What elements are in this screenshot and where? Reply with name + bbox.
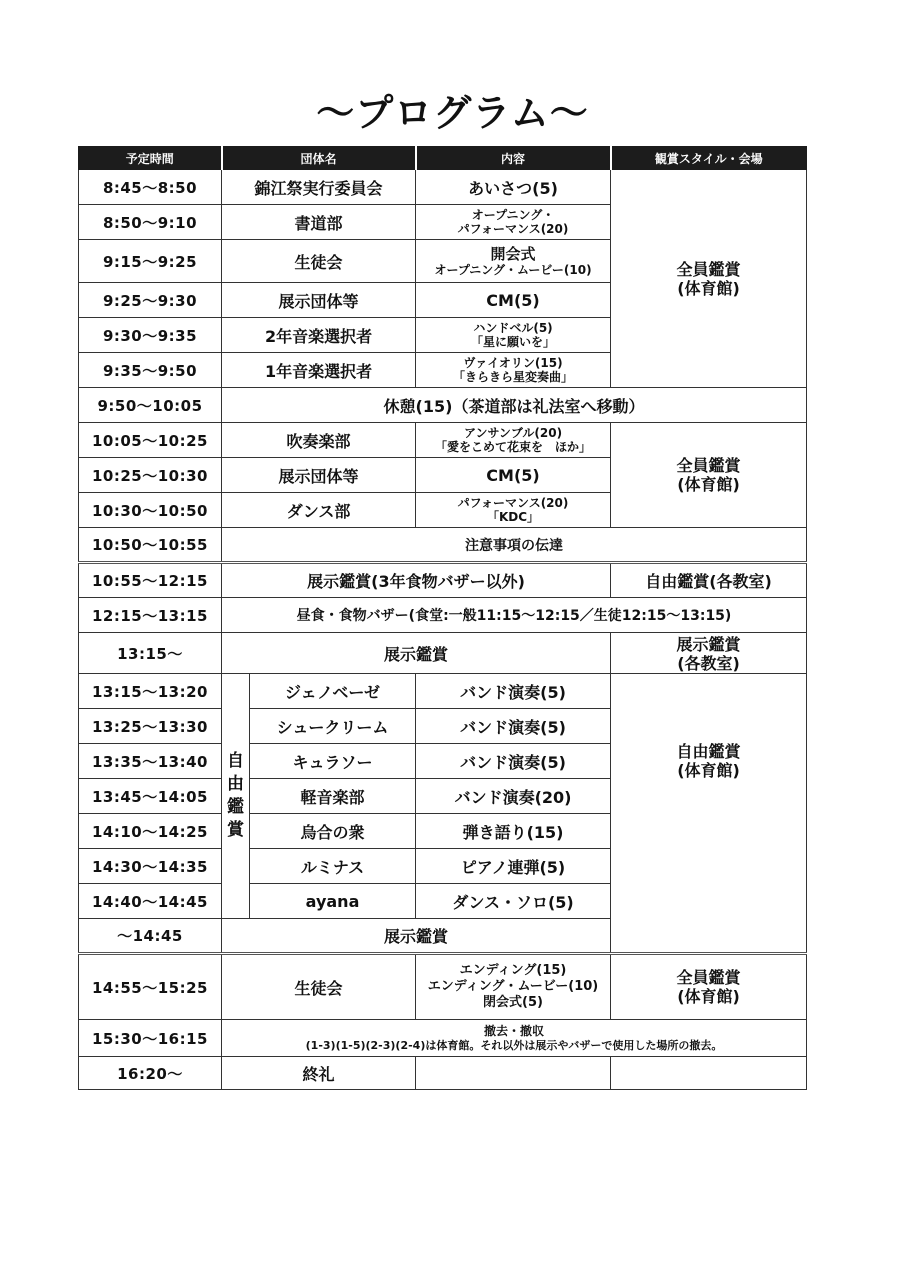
venue-cell: [611, 633, 807, 674]
content-cell: CM(5): [416, 458, 611, 493]
vertical-char: 由: [227, 774, 244, 794]
venue-cell: [611, 674, 807, 954]
span-cell: 展示鑑賞: [222, 919, 611, 954]
content-cell: バンド演奏(20): [416, 779, 611, 814]
venue-line: (体育館): [677, 278, 740, 298]
content-line: 「愛をこめて花束を ほか」: [435, 440, 592, 454]
content-cell: [416, 493, 611, 528]
span-cell: 展示鑑賞: [222, 633, 611, 674]
content-line: エンディング(15): [459, 963, 567, 978]
group-cell: ジェノベーゼ: [250, 674, 416, 709]
time-cell: 14:55～15:25: [79, 954, 222, 1020]
time-cell: 12:15～13:15: [79, 598, 222, 633]
span-cell: 注意事項の伝達: [222, 528, 807, 563]
content-line: 「KDC」: [486, 510, 540, 524]
content-cell: あいさつ(5): [416, 170, 611, 205]
content-cell: CM(5): [416, 283, 611, 318]
program-table: [78, 146, 807, 1090]
content-cell: バンド演奏(5): [416, 674, 611, 709]
table-row: [79, 1057, 807, 1090]
group-cell: 2年音楽選択者: [222, 318, 416, 353]
page-title: ～プログラム～: [316, 91, 589, 135]
venue-line: 全員鑑賞: [676, 968, 741, 987]
venue-line: 展示鑑賞: [676, 635, 741, 654]
time-cell: 13:25～13:30: [79, 709, 222, 744]
content-line: パフォーマンス(20): [457, 496, 569, 510]
time-cell: 8:45～8:50: [79, 170, 222, 205]
table-row: [79, 633, 807, 674]
content-line: ヴァイオリン(15): [463, 356, 563, 370]
header-content: 内容: [416, 147, 611, 170]
time-cell: 10:55～12:15: [79, 563, 222, 598]
content-line: 「きらきら星変奏曲」: [453, 370, 574, 384]
venue-line: (体育館): [677, 761, 740, 780]
venue-line: (体育館): [677, 987, 740, 1006]
group-cell: ダンス部: [222, 493, 416, 528]
table-row: [79, 598, 807, 633]
span-cell: 昼食・食物バザー(食堂:一般11:15～12:15／生徒12:15～13:15): [222, 598, 807, 633]
time-cell: 14:10～14:25: [79, 814, 222, 849]
time-cell: 13:45～14:05: [79, 779, 222, 814]
free-viewing-vertical: [227, 750, 244, 842]
venue-cell: [611, 170, 807, 388]
content-cell: ダンス・ソロ(5): [416, 884, 611, 919]
vertical-char: 自: [227, 751, 244, 771]
venue-cell: [611, 423, 807, 528]
time-cell: ～14:45: [79, 919, 222, 954]
group-cell: ayana: [250, 884, 416, 919]
group-cell: 吹奏楽部: [222, 423, 416, 458]
group-cell: 生徒会: [222, 954, 416, 1020]
content-cell: ピアノ連弾(5): [416, 849, 611, 884]
time-cell: 13:35～13:40: [79, 744, 222, 779]
span-cell: 休憩(15)（茶道部は礼法室へ移動）: [222, 388, 807, 423]
group-cell: キュラソー: [250, 744, 416, 779]
group-cell: 錦江祭実行委員会: [222, 170, 416, 205]
span-cell: 展示鑑賞(3年食物バザー以外): [222, 563, 611, 598]
group-cell: 展示団体等: [222, 458, 416, 493]
content-cell: バンド演奏(5): [416, 709, 611, 744]
span-line: 撤去・撤収: [484, 1023, 545, 1038]
venue-line: 自由鑑賞: [676, 742, 741, 761]
content-cell: [416, 423, 611, 458]
content-cell: [416, 318, 611, 353]
table-row: [79, 1020, 807, 1057]
span-cell: [222, 1020, 807, 1057]
content-cell: [416, 240, 611, 283]
time-cell: 16:20～: [79, 1057, 222, 1090]
group-cell: 終礼: [222, 1057, 416, 1090]
time-cell: 14:30～14:35: [79, 849, 222, 884]
venue-line: 全員鑑賞: [676, 259, 741, 279]
header-row: [79, 147, 807, 170]
time-cell: 10:25～10:30: [79, 458, 222, 493]
content-cell: バンド演奏(5): [416, 744, 611, 779]
venue-line: (体育館): [677, 475, 740, 494]
time-cell: 9:30～9:35: [79, 318, 222, 353]
table-row: [79, 674, 807, 709]
table-row: [79, 528, 807, 563]
content-cell: [416, 353, 611, 388]
time-cell: 10:30～10:50: [79, 493, 222, 528]
content-cell: [416, 205, 611, 240]
time-cell: 15:30～16:15: [79, 1020, 222, 1057]
venue-line: (各教室): [677, 654, 740, 673]
venue-cell: 自由鑑賞(各教室): [611, 563, 807, 598]
table-row: [79, 170, 807, 205]
vertical-char: 賞: [227, 820, 244, 840]
content-line: アンサンブル(20): [463, 426, 563, 440]
header-time: 予定時間: [79, 147, 222, 170]
content-line: パフォーマンス(20): [457, 222, 569, 236]
time-cell: 8:50～9:10: [79, 205, 222, 240]
time-cell: 14:40～14:45: [79, 884, 222, 919]
content-line: 「星に願いを」: [471, 335, 556, 349]
venue-cell: [611, 954, 807, 1020]
content-cell: [416, 954, 611, 1020]
group-cell: 1年音楽選択者: [222, 353, 416, 388]
time-cell: 9:15～9:25: [79, 240, 222, 283]
venue-cell: [611, 1057, 807, 1090]
table-row: [79, 388, 807, 423]
table-row: [79, 423, 807, 458]
time-cell: 10:05～10:25: [79, 423, 222, 458]
content-line: 開会式: [490, 245, 536, 263]
table-row: [79, 954, 807, 1020]
table-row: [79, 563, 807, 598]
venue-line: 全員鑑賞: [676, 456, 741, 475]
content-line: オープニング・ムービー(10): [434, 263, 592, 277]
group-cell: ルミナス: [250, 849, 416, 884]
group-cell: シュークリーム: [250, 709, 416, 744]
group-cell: 生徒会: [222, 240, 416, 283]
time-cell: 13:15～: [79, 633, 222, 674]
span-line: (1-3)(1-5)(2-3)(2-4)は体育館。それ以外は展示やバザーで使用した場所の撤去。: [305, 1038, 723, 1052]
content-line: 閉会式(5): [483, 995, 543, 1010]
content-cell: [416, 1057, 611, 1090]
time-cell: 9:50～10:05: [79, 388, 222, 423]
time-cell: 9:35～9:50: [79, 353, 222, 388]
content-line: オープニング・: [471, 208, 555, 222]
time-cell: 10:50～10:55: [79, 528, 222, 563]
vertical-char: 鑑: [227, 797, 244, 817]
content-cell: 弾き語り(15): [416, 814, 611, 849]
free-viewing-label: [222, 674, 250, 919]
time-cell: 13:15～13:20: [79, 674, 222, 709]
header-venue: 観賞スタイル・会場: [611, 147, 807, 170]
group-cell: 書道部: [222, 205, 416, 240]
group-cell: 展示団体等: [222, 283, 416, 318]
content-line: エンディング・ムービー(10): [427, 979, 599, 994]
content-line: ハンドベル(5): [473, 321, 553, 335]
group-cell: 烏合の衆: [250, 814, 416, 849]
time-cell: 9:25～9:30: [79, 283, 222, 318]
group-cell: 軽音楽部: [250, 779, 416, 814]
header-group: 団体名: [222, 147, 416, 170]
